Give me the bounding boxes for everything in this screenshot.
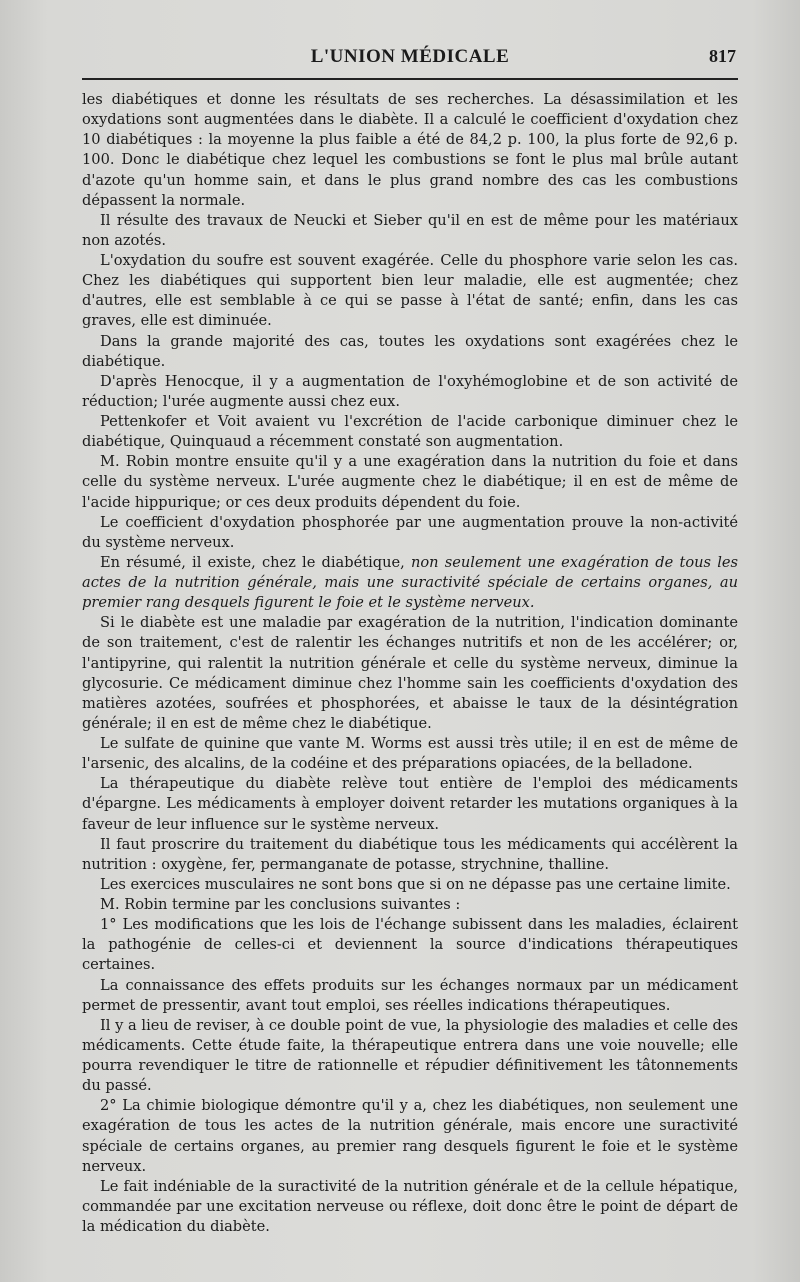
paragraph: les diabétiques et donne les résultats de ses recherches. La désassimilation et les oxydations sont augmentées dans le diabète. Il a calculé le coefficient d'oxydation chez 10 diabétiques : la moyenne la plus faible a été de 84,2 p. 100, la plus forte de 92,6 p. 100. Donc le diabétique chez lequel les combustions se font le plus mal brûle autant d'azote qu'un homme sain, et dans le plus grand nombre des cas les combustions dépassent la normale.	[82, 91, 738, 209]
paragraph: M. Robin termine par les conclusions suivantes :	[100, 896, 461, 913]
paragraph: La connaissance des effets produits sur les échanges normaux par un médicament permet de pressentir, avant tout emploi, ses réelles indications thérapeutiques.	[82, 976, 738, 1014]
conclusion-item: 1° Les modifications que les lois de l'échange subissent dans les maladies, éclairent la pathogénie de celles-ci et deviennent la source d'indications thérapeutiques certaines.	[82, 916, 738, 974]
summary-emphasis: non seulement une exagération de tous les actes de la nutrition générale, mais une suractivité spéciale de certains organes, au premier rang desquels figurent le foie et le système nerveux.	[82, 553, 739, 612]
paragraph: Dans la grande majorité des cas, toutes les oxydations sont exagérées chez le diabétique.	[82, 332, 738, 370]
page-header	[82, 44, 738, 74]
paragraph: Il y a lieu de reviser, à ce double point de vue, la physiologie des maladies et celle des médicaments. Cette étude faite, la thérapeutique entrera dans une voie nouvelle; elle pourra revendiquer le titre de rationnelle et répudier définitivement les tâtonnements du passé.	[82, 1016, 738, 1095]
body-text	[82, 90, 738, 1237]
summary-lead: En résumé, il existe, chez le diabétique,	[100, 553, 411, 571]
paragraph: La thérapeutique du diabète relève tout entière de l'emploi des médicaments d'épargne. Les médicaments à employer doivent retarder les mutations organiques à la faveur de leur influence sur le système nerveux.	[82, 775, 738, 833]
paragraph: Il résulte des travaux de Neucki et Sieber qu'il en est de même pour les matériaux non azotés.	[82, 211, 738, 249]
paragraph: Pettenkofer et Voit avaient vu l'excrétion de l'acide carbonique diminuer chez le diabétique, Quinquaud a récemment constaté son augmentation.	[82, 413, 738, 451]
summary-paragraph	[82, 553, 738, 613]
paragraph: Les exercices musculaires ne sont bons que si on ne dépasse pas une certaine limite.	[100, 875, 731, 893]
running-title: L'UNION MÉDICALE	[310, 46, 510, 67]
paragraph: Il faut proscrire du traitement du diabétique tous les médicaments qui accélèrent la nutrition : oxygène, fer, permanganate de potasse, strychnine, thalline.	[82, 835, 738, 873]
paragraph: Si le diabète est une maladie par exagération de la nutrition, l'indication dominante de son traitement, c'est de ralentir les échanges nutritifs et non de les accélérer; or, l'antipyrine, qui ralentit la nutrition générale et celle du système nerveux, diminue la glycosurie. Ce médicament diminue chez l'homme sain les coefficients d'oxydation des matières azotées, soufrées et phosphorées, et abaisse le taux de la désintégration générale; il en est de même chez le diabétique.	[82, 614, 738, 732]
page-number: 817	[709, 46, 736, 66]
paragraph: Le sulfate de quinine que vante M. Worms est aussi très utile; il en est de même de l'arsenic, des alcalins, de la codéine et des préparations opiacées, de la belladone.	[82, 735, 738, 773]
paragraph: D'après Henocque, il y a augmentation de l'oxyhémoglobine et de son activité de réduction; l'urée augmente aussi chez eux.	[82, 372, 738, 410]
header-rule	[82, 78, 738, 80]
paragraph: L'oxydation du soufre est souvent exagérée. Celle du phosphore varie selon les cas. Chez les diabétiques qui supportent bien leur maladie, elle est augmentée; chez d'autres, elle est semblable à ce qui se passe à l'état de santé; enfin, dans les cas graves, elle est diminuée.	[82, 252, 738, 330]
paragraph: M. Robin montre ensuite qu'il y a une exagération dans la nutrition du foie et dans celle du système nerveux. L'urée augmente chez le diabétique; il en est de même de l'acide hippurique; or ces deux produits dépendent du foie.	[82, 453, 738, 511]
paragraph: Le coefficient d'oxydation phosphorée par une augmentation prouve la non-activité du système nerveux.	[82, 513, 738, 551]
paragraph: Le fait indéniable de la suractivité de la nutrition générale et de la cellule hépatique, commandée par une excitation nerveuse ou réflexe, doit donc être le point de départ de la médication du diabète.	[82, 1177, 738, 1235]
conclusion-item: 2° La chimie biologique démontre qu'il y a, chez les diabétiques, non seulement une exagération de tous les actes de la nutrition générale, mais encore une suractivité spéciale de certains organes, au premier rang desquels figurent le foie et le système nerveux.	[82, 1097, 738, 1175]
